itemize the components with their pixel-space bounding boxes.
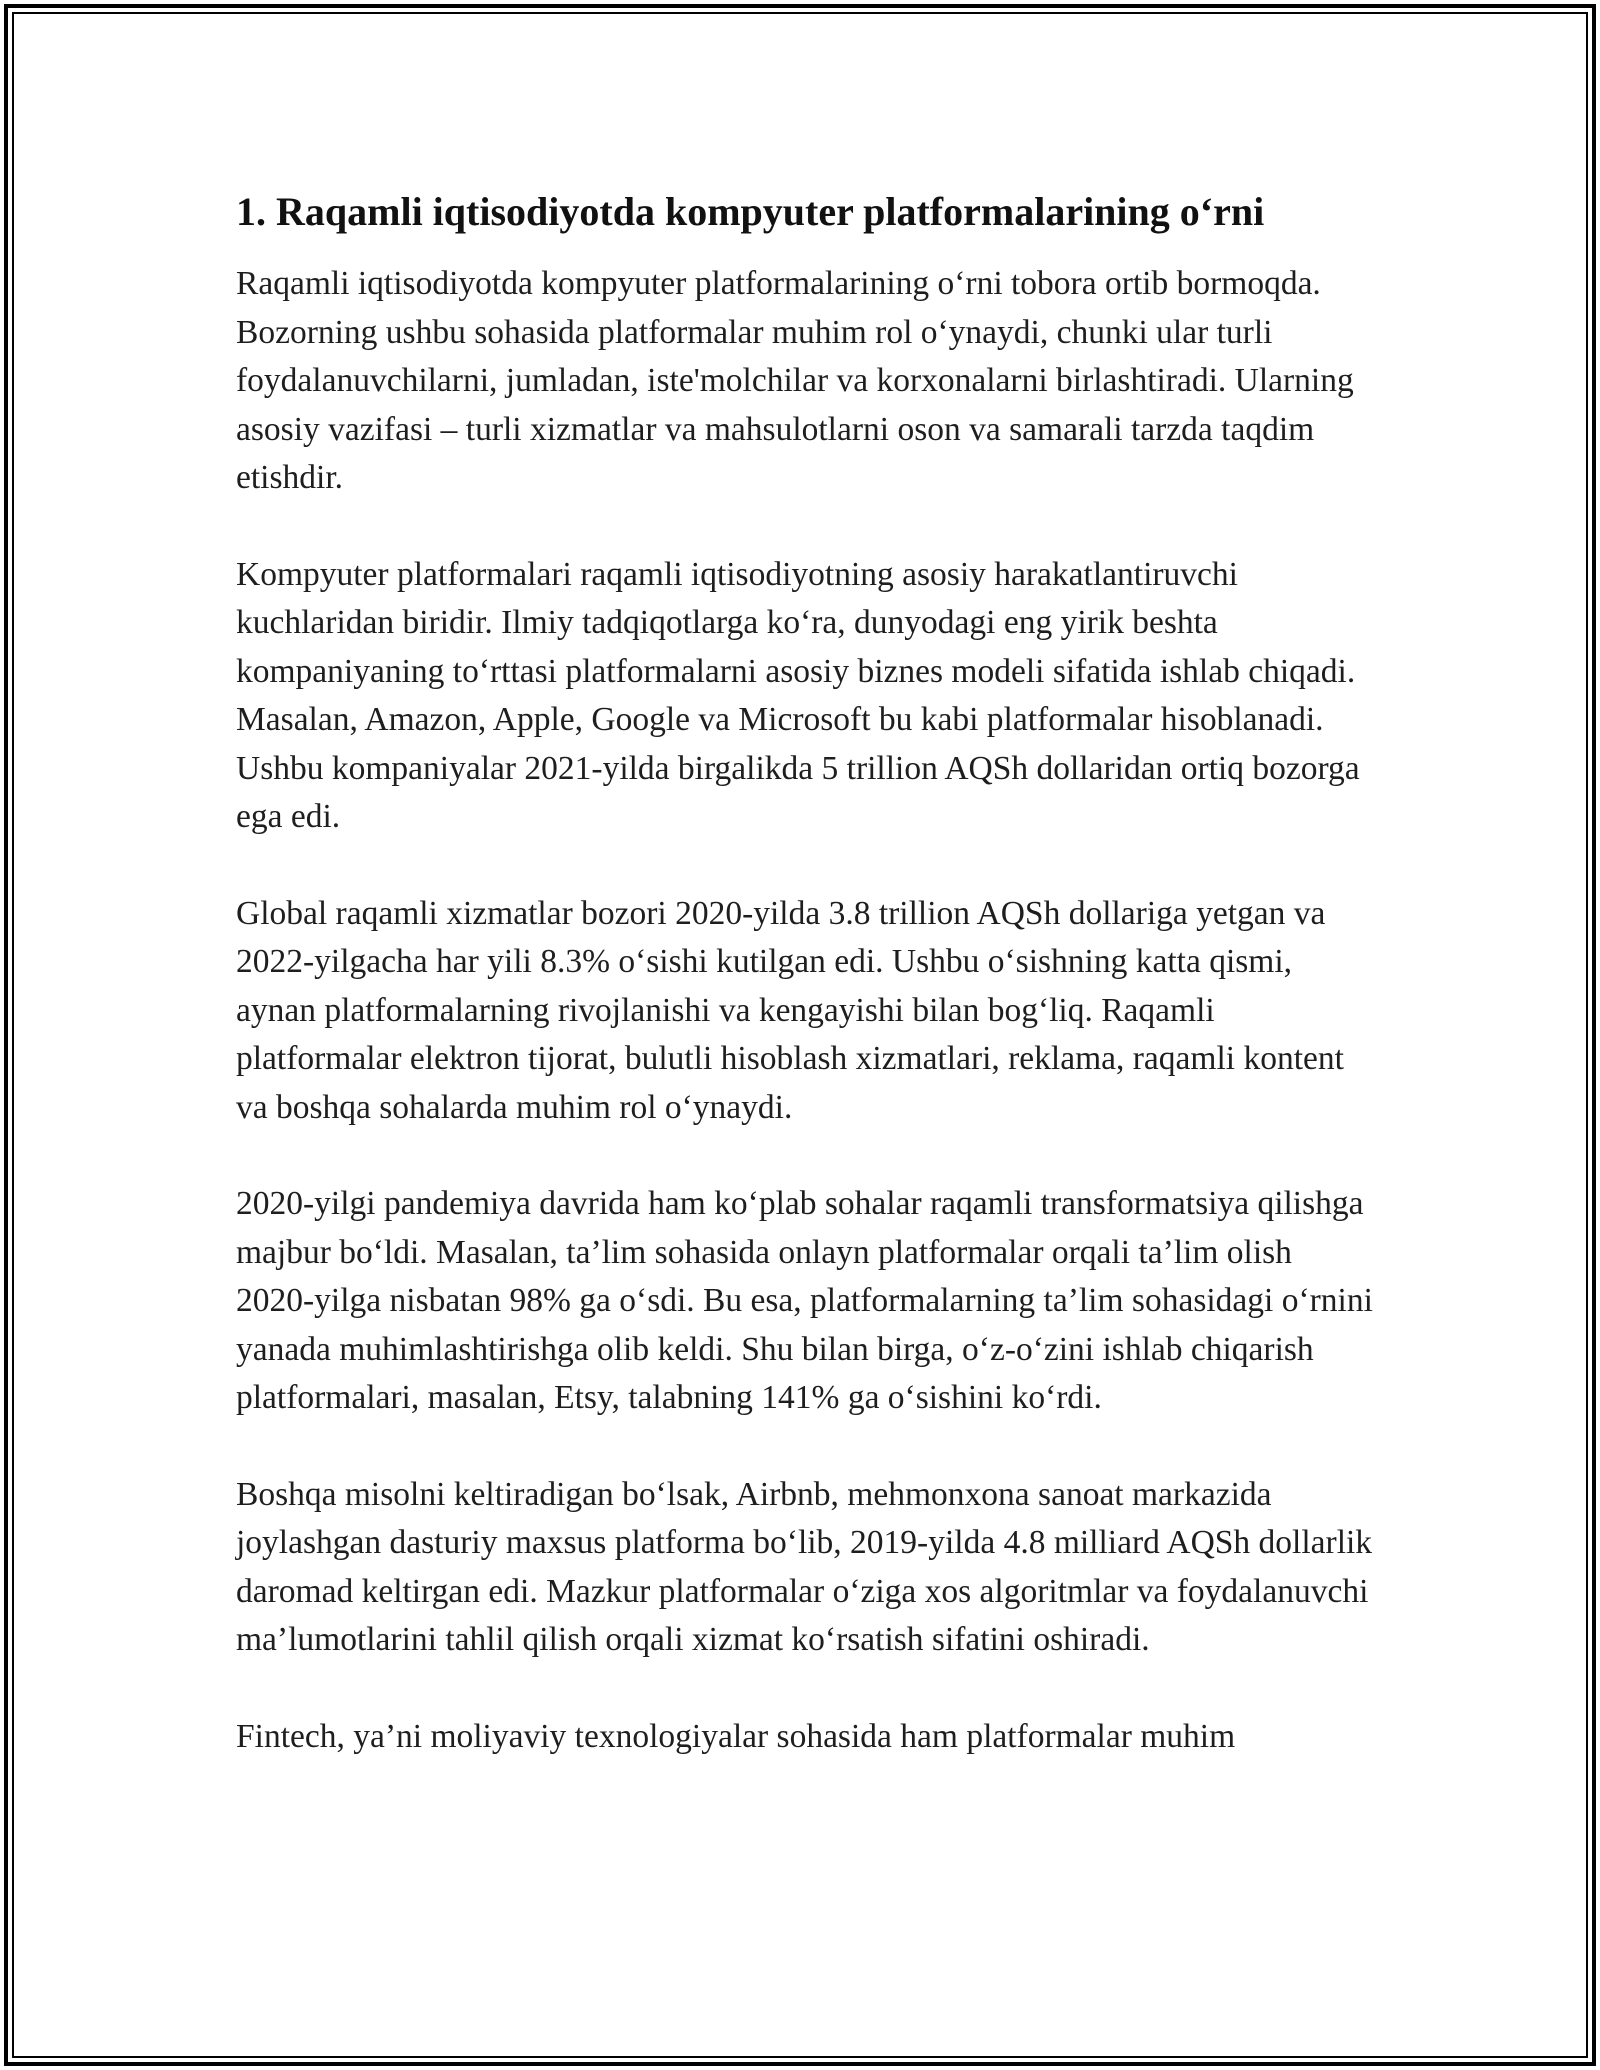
paragraph-1: Raqamli iqtisodiyotda kompyuter platformalarining o‘rni tobora ortib bormoqda. Bozorning ushbu sohasida platformalar muhim rol o‘ynaydi, chunki ular turli foydalanuvchilarni, jumladan, iste'molchilar va korxonalarni birlashtiradi. Ularning asosiy vazifasi – turli xizmatlar va mahsulotlarni oson va samarali tarzda taqdim etishdir.	[236, 265, 1354, 496]
paragraph-3: Global raqamli xizmatlar bozori 2020-yilda 3.8 trillion AQSh dollariga yetgan va 2022-yilgacha har yili 8.3% o‘sishi kutilgan edi. Ushbu o‘sishning katta qismi, aynan platformalarning rivojlanishi va kengayishi bilan bog‘liq. Raqamli platformalar elektron tijorat, bulutli hisoblash xizmatlari, reklama, raqamli kontent va boshqa sohalarda muhim rol o‘ynaydi.	[236, 894, 1344, 1126]
paragraph-2: Kompyuter platformalari raqamli iqtisodiyotning asosiy harakatlantiruvchi kuchlaridan biridir. Ilmiy tadqiqotlarga ko‘ra, dunyodagi eng yirik beshta kompaniyaning to‘rttasi platformalarni asosiy biznes modeli sifatida ishlab chiqadi. Masalan, Amazon, Apple, Google va Microsoft bu kabi platformalar hisoblanadi. Ushbu kompaniyalar 2021-yilda birgalikda 5 trillion AQSh dollaridan ortiq bozorga ega edi.	[236, 555, 1360, 835]
paragraph-5: Boshqa misolni keltiradigan bo‘lsak, Airbnb, mehmonxona sanoat markazida joylashgan dasturiy maxsus platforma bo‘lib, 2019-yilda 4.8 milliard AQSh dollarlik daromad keltirgan edi. Mazkur platformalar o‘ziga xos algoritmlar va foydalanuvchi ma’lumotlarini tahlil qilish orqali xizmat ko‘rsatish sifatini oshiradi.	[236, 1475, 1373, 1658]
document-body	[236, 186, 1376, 1809]
section-heading: 1. Raqamli iqtisodiyotda kompyuter platformalarining o‘rni	[236, 189, 1265, 234]
paragraph-4: 2020-yilgi pandemiya davrida ham ko‘plab sohalar raqamli transformatsiya qilishga majbur bo‘ldi. Masalan, ta’lim sohasida onlayn platformalar orqali ta’lim olish 2020-yilga nisbatan 98% ga o‘sdi. Bu esa, platformalarning ta’lim sohasidagi o‘rnini yanada muhimlashtirishga olib keldi. Shu bilan birga, o‘z-o‘zini ishlab chiqarish platformalari, masalan, Etsy, talabning 141% ga o‘sishini ko‘rdi.	[236, 1185, 1373, 1416]
paragraph-6: Fintech, ya’ni moliyaviy texnologiyalar sohasida ham platformalar muhim	[236, 1717, 1236, 1755]
